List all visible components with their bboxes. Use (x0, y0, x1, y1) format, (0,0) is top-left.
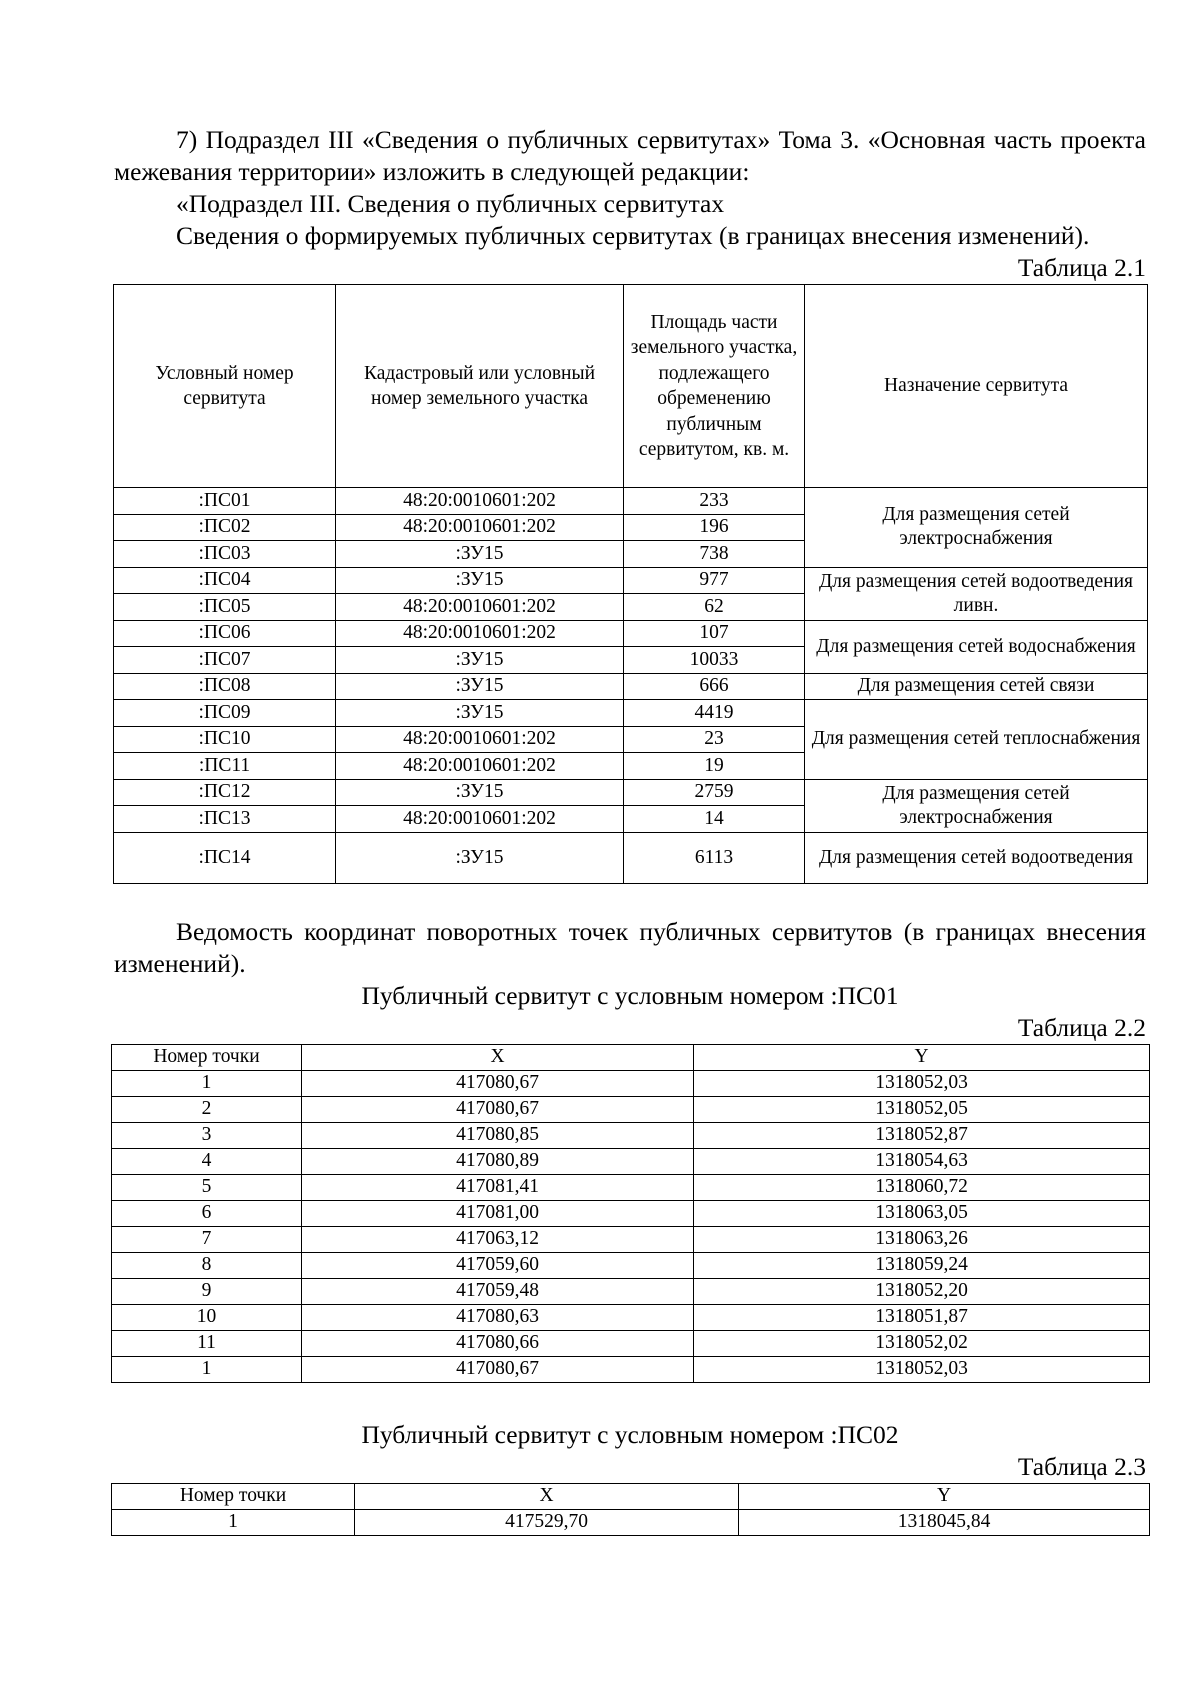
header-area: Площадь части земельного участка, подлежащего обременению публичным сервитутом, кв. м. (624, 285, 805, 488)
coordinates-table-ps02 (111, 1483, 1150, 1536)
point-number: 5 (112, 1174, 302, 1200)
header-point-number: Номер точки (112, 1044, 302, 1070)
x-coordinate: 417081,00 (302, 1200, 694, 1226)
point-number: 3 (112, 1122, 302, 1148)
area-value: 14 (624, 806, 805, 833)
cadastral-number: :ЗУ15 (336, 567, 624, 594)
servitude-number: :ПС04 (114, 567, 336, 594)
document-page (114, 124, 1146, 1536)
header-x: X (355, 1483, 739, 1509)
x-coordinate: 417080,66 (302, 1330, 694, 1356)
cadastral-number: 48:20:0010601:202 (336, 514, 624, 541)
table-row (114, 488, 1148, 515)
purpose-cell: Для размещения сетей водоснабжения (805, 620, 1148, 673)
table-row (114, 620, 1148, 647)
point-number: 1 (112, 1070, 302, 1096)
y-coordinate: 1318063,05 (694, 1200, 1150, 1226)
purpose-cell: Для размещения сетей водоотведения ливн. (805, 567, 1148, 620)
area-value: 196 (624, 514, 805, 541)
servitude-number: :ПС10 (114, 726, 336, 753)
servitude-number: :ПС05 (114, 594, 336, 621)
point-number: 10 (112, 1304, 302, 1330)
point-number: 9 (112, 1278, 302, 1304)
cadastral-number: 48:20:0010601:202 (336, 594, 624, 621)
servitudes-table (113, 284, 1148, 884)
y-coordinate: 1318052,20 (694, 1278, 1150, 1304)
servitude-number: :ПС12 (114, 779, 336, 806)
purpose-cell: Для размещения сетей электроснабжения (805, 779, 1148, 832)
header-x: X (302, 1044, 694, 1070)
table-row (112, 1252, 1150, 1278)
purpose-cell: Для размещения сетей водоотведения (805, 832, 1148, 883)
x-coordinate: 417080,67 (302, 1070, 694, 1096)
servitude-number: :ПС06 (114, 620, 336, 647)
coordinates-table-ps01 (111, 1044, 1150, 1383)
x-coordinate: 417059,48 (302, 1278, 694, 1304)
table-row (112, 1278, 1150, 1304)
header-cadastral: Кадастровый или условный номер земельного участка (336, 285, 624, 488)
y-coordinate: 1318052,03 (694, 1356, 1150, 1382)
table-row (112, 1174, 1150, 1200)
y-coordinate: 1318052,02 (694, 1330, 1150, 1356)
point-number: 2 (112, 1096, 302, 1122)
area-value: 977 (624, 567, 805, 594)
x-coordinate: 417080,85 (302, 1122, 694, 1148)
purpose-cell: Для размещения сетей связи (805, 673, 1148, 700)
point-number: 4 (112, 1148, 302, 1174)
cadastral-number: :ЗУ15 (336, 832, 624, 883)
table-row (114, 673, 1148, 700)
header-y: Y (739, 1483, 1150, 1509)
table-row (114, 779, 1148, 806)
x-coordinate: 417081,41 (302, 1174, 694, 1200)
x-coordinate: 417529,70 (355, 1509, 739, 1535)
table-row (112, 1148, 1150, 1174)
table3-caption: Таблица 2.3 (1017, 1451, 1146, 1481)
y-coordinate: 1318060,72 (694, 1174, 1150, 1200)
point-number: 8 (112, 1252, 302, 1278)
table1-caption: Таблица 2.1 (1017, 253, 1146, 282)
table3-title: Публичный сервитут с условным номером :ПС02 (361, 1419, 899, 1449)
cadastral-number: 48:20:0010601:202 (336, 620, 624, 647)
table-row (112, 1356, 1150, 1382)
table-row (112, 1226, 1150, 1252)
point-number: 1 (112, 1509, 355, 1535)
cadastral-number: :ЗУ15 (336, 541, 624, 568)
purpose-cell: Для размещения сетей электроснабжения (805, 488, 1148, 568)
servitude-number: :ПС13 (114, 806, 336, 833)
table-row (112, 1200, 1150, 1226)
area-value: 10033 (624, 647, 805, 674)
area-value: 6113 (624, 832, 805, 883)
table-row (112, 1304, 1150, 1330)
x-coordinate: 417080,89 (302, 1148, 694, 1174)
area-value: 738 (624, 541, 805, 568)
area-value: 233 (624, 488, 805, 515)
area-value: 62 (624, 594, 805, 621)
table-row (114, 700, 1148, 727)
x-coordinate: 417059,60 (302, 1252, 694, 1278)
x-coordinate: 417080,67 (302, 1096, 694, 1122)
servitude-number: :ПС11 (114, 753, 336, 780)
area-value: 19 (624, 753, 805, 780)
cadastral-number: 48:20:0010601:202 (336, 726, 624, 753)
y-coordinate: 1318052,05 (694, 1096, 1150, 1122)
area-value: 4419 (624, 700, 805, 727)
table-row (112, 1509, 1150, 1535)
subsection-title: «Подраздел III. Сведения о публичных сервитутах (176, 189, 725, 218)
y-coordinate: 1318045,84 (739, 1509, 1150, 1535)
table-header-row (112, 1483, 1150, 1509)
area-value: 2759 (624, 779, 805, 806)
servitude-number: :ПС14 (114, 832, 336, 883)
cadastral-number: :ЗУ15 (336, 647, 624, 674)
x-coordinate: 417080,63 (302, 1304, 694, 1330)
table-header-row (112, 1044, 1150, 1070)
x-coordinate: 417063,12 (302, 1226, 694, 1252)
item-7-paragraph: 7) Подраздел III «Сведения о публичных сервитутах» Тома 3. «Основная часть проекта межевания территории» изложить в следующей редакции: (114, 125, 1146, 186)
cadastral-number: 48:20:0010601:202 (336, 753, 624, 780)
y-coordinate: 1318063,26 (694, 1226, 1150, 1252)
servitude-number: :ПС07 (114, 647, 336, 674)
cadastral-number: :ЗУ15 (336, 700, 624, 727)
purpose-cell: Для размещения сетей теплоснабжения (805, 700, 1148, 780)
servitude-number: :ПС02 (114, 514, 336, 541)
area-value: 107 (624, 620, 805, 647)
table-header-row (114, 285, 1148, 488)
table2-caption: Таблица 2.2 (1017, 1012, 1146, 1042)
table-row (112, 1330, 1150, 1356)
table1-intro: Сведения о формируемых публичных сервитутах (в границах внесения изменений). (176, 221, 1090, 250)
area-value: 23 (624, 726, 805, 753)
table-row (112, 1096, 1150, 1122)
cadastral-number: 48:20:0010601:202 (336, 806, 624, 833)
table-row (114, 832, 1148, 883)
cadastral-number: :ЗУ15 (336, 779, 624, 806)
header-number: Условный номер сервитута (114, 285, 336, 488)
point-number: 1 (112, 1356, 302, 1382)
cadastral-number: 48:20:0010601:202 (336, 488, 624, 515)
point-number: 11 (112, 1330, 302, 1356)
table2-title: Публичный сервитут с условным номером :ПС01 (361, 980, 899, 1010)
point-number: 7 (112, 1226, 302, 1252)
header-point-number: Номер точки (112, 1483, 355, 1509)
x-coordinate: 417080,67 (302, 1356, 694, 1382)
coords-intro: Ведомость координат поворотных точек публичных сервитутов (в границах внесения изменений). (114, 916, 1146, 978)
servitude-number: :ПС09 (114, 700, 336, 727)
area-value: 666 (624, 673, 805, 700)
servitude-number: :ПС03 (114, 541, 336, 568)
point-number: 6 (112, 1200, 302, 1226)
cadastral-number: :ЗУ15 (336, 673, 624, 700)
servitude-number: :ПС01 (114, 488, 336, 515)
y-coordinate: 1318051,87 (694, 1304, 1150, 1330)
servitude-number: :ПС08 (114, 673, 336, 700)
y-coordinate: 1318052,87 (694, 1122, 1150, 1148)
header-purpose: Назначение сервитута (805, 285, 1148, 488)
table-row (112, 1122, 1150, 1148)
header-y: Y (694, 1044, 1150, 1070)
y-coordinate: 1318059,24 (694, 1252, 1150, 1278)
table-row (114, 567, 1148, 594)
y-coordinate: 1318054,63 (694, 1148, 1150, 1174)
table-row (112, 1070, 1150, 1096)
y-coordinate: 1318052,03 (694, 1070, 1150, 1096)
